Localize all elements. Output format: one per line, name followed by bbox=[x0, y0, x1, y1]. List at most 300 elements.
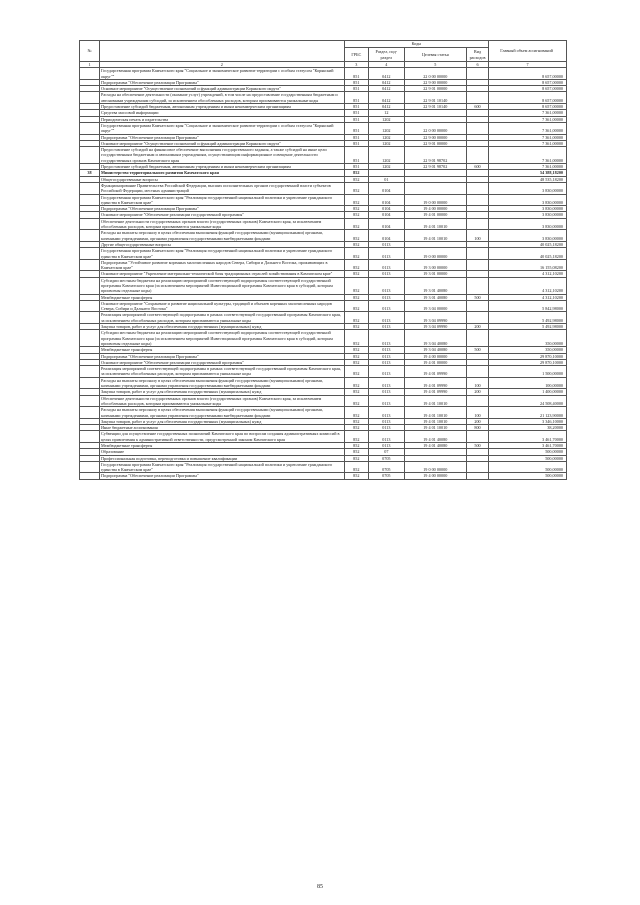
cell-cs bbox=[404, 182, 466, 194]
cell-num bbox=[80, 68, 100, 80]
cell-cs: 22 9 01 10140 bbox=[404, 104, 466, 110]
cell-grbs: 852 bbox=[344, 194, 368, 206]
cell-cs: 22 9 01 00000 bbox=[404, 140, 466, 146]
cell-rz: 0104 bbox=[369, 218, 405, 230]
table-row bbox=[80, 230, 567, 242]
cell-sum: 8 657,00000 bbox=[489, 68, 567, 80]
cell-rz: 1202 bbox=[369, 116, 405, 122]
cell-vr: 200 bbox=[466, 418, 488, 424]
table-row bbox=[80, 473, 567, 479]
cell-name: Общегосударственные вопросы bbox=[100, 176, 345, 182]
cell-rz: 0113 bbox=[369, 395, 405, 407]
cell-name: Подпрограмма "Обеспечение реализации Программы" bbox=[100, 206, 345, 212]
cell-vr bbox=[466, 473, 488, 479]
cell-grbs: 852 bbox=[344, 359, 368, 365]
cell-name: Профессиональная подготовка, переподготовка и повышение квалификации bbox=[100, 455, 345, 461]
cell-grbs: 852 bbox=[344, 395, 368, 407]
cell-sum: 29 870,10000 bbox=[489, 359, 567, 365]
cell-num bbox=[80, 230, 100, 242]
cell-name: Основное мероприятие "Осуществление полномочий и функций администрации Корякского округа" bbox=[100, 86, 345, 92]
cell-rz: 0113 bbox=[369, 359, 405, 365]
cell-rz: 0113 bbox=[369, 248, 405, 260]
cell-cs: 19 4 01 10010 bbox=[404, 230, 466, 242]
cell-grbs: 851 bbox=[344, 68, 368, 80]
cell-vr: 800 bbox=[466, 425, 488, 431]
cell-sum: 7 361,00000 bbox=[489, 122, 567, 134]
cell-name: Закупка товаров, работ и услуг для обеспечения государственных (муниципальных) нужд bbox=[100, 418, 345, 424]
table-body bbox=[80, 68, 567, 479]
cell-num bbox=[80, 366, 100, 378]
cell-rz: 0113 bbox=[369, 324, 405, 330]
table-row bbox=[80, 330, 567, 347]
cell-sum: 500,00000 bbox=[489, 461, 567, 473]
cell-rz: 07 bbox=[369, 449, 405, 455]
cell-rz: 1202 bbox=[369, 147, 405, 164]
cell-name: Расходы на обеспечение деятельности (оказание услуг) учреждений, в том числе на предоставление государственным бюджетным и автономным учреждениям субсидий, за исключением обособленных расходов, которым присваиваются уникальные коды bbox=[100, 92, 345, 104]
cell-sum: 40 025,18200 bbox=[489, 248, 567, 260]
cell-name: Реализация мероприятий соответствующей подпрограммы в рамках соответствующей государственной программы Камчатского края, за исключением обособленных расходов, которым присваиваются уникальные коды bbox=[100, 366, 345, 378]
cell-sum: 3 830,00000 bbox=[489, 206, 567, 212]
cell-sum: 54 388,18200 bbox=[489, 170, 567, 176]
cell-sum: 3 461,70000 bbox=[489, 431, 567, 443]
cell-grbs: 852 bbox=[344, 347, 368, 353]
cell-grbs: 852 bbox=[344, 324, 368, 330]
cell-num bbox=[80, 395, 100, 407]
cell-cs: 19 0 00 00000 bbox=[404, 248, 466, 260]
cell-vr bbox=[466, 277, 488, 294]
cell-sum: 5 492,98000 bbox=[489, 324, 567, 330]
header-vr: Вид расходов bbox=[466, 48, 488, 62]
header-codes: Коды bbox=[344, 41, 489, 48]
cell-sum: 7 361,00000 bbox=[489, 134, 567, 140]
index-cell: 5 bbox=[404, 62, 466, 68]
cell-rz: 0113 bbox=[369, 259, 405, 271]
cell-grbs: 852 bbox=[344, 473, 368, 479]
cell-cs: 22 9 00 00000 bbox=[404, 79, 466, 85]
cell-num bbox=[80, 147, 100, 164]
cell-rz: 1202 bbox=[369, 122, 405, 134]
cell-num bbox=[80, 92, 100, 104]
cell-rz: 1202 bbox=[369, 164, 405, 170]
cell-num bbox=[80, 122, 100, 134]
cell-rz: 0705 bbox=[369, 473, 405, 479]
table-row bbox=[80, 300, 567, 312]
cell-vr: 100 bbox=[466, 407, 488, 419]
cell-num bbox=[80, 259, 100, 271]
cell-grbs: 852 bbox=[344, 206, 368, 212]
cell-name: Расходы на выплаты персоналу в целях обеспечения выполнения функций государственными (муниципальными) органами, казенными учреждениями, органами управления государственными внебюджетными фондами bbox=[100, 407, 345, 419]
cell-rz: 0113 bbox=[369, 271, 405, 277]
cell-rz: 0113 bbox=[369, 294, 405, 300]
cell-vr: 600 bbox=[466, 104, 488, 110]
cell-vr bbox=[466, 431, 488, 443]
cell-grbs: 852 bbox=[344, 418, 368, 424]
cell-grbs: 852 bbox=[344, 300, 368, 312]
cell-num bbox=[80, 377, 100, 389]
cell-vr bbox=[466, 147, 488, 164]
table-row bbox=[80, 461, 567, 473]
cell-num bbox=[80, 277, 100, 294]
cell-grbs: 851 bbox=[344, 140, 368, 146]
cell-vr bbox=[466, 182, 488, 194]
cell-name: Министерство территориального развития Камчатского края bbox=[100, 170, 345, 176]
cell-sum: 16 155,08200 bbox=[489, 259, 567, 271]
cell-cs: 19 4 01 09990 bbox=[404, 389, 466, 395]
table-row bbox=[80, 122, 567, 134]
index-cell: 3 bbox=[344, 62, 368, 68]
cell-rz: 0113 bbox=[369, 418, 405, 424]
cell-grbs: 852 bbox=[344, 230, 368, 242]
cell-grbs: 851 bbox=[344, 110, 368, 116]
cell-name: Государственная программа Камчатского края "Социальное и экономическое развитие территории с особым статусом "Корякский округ"" bbox=[100, 122, 345, 134]
cell-sum: 24 508,40000 bbox=[489, 395, 567, 407]
cell-cs: 19 3 01 40080 bbox=[404, 277, 466, 294]
cell-rz: 0104 bbox=[369, 230, 405, 242]
cell-rz: 1202 bbox=[369, 134, 405, 140]
cell-cs: 19 4 01 10010 bbox=[404, 395, 466, 407]
cell-sum: 3 461,70000 bbox=[489, 443, 567, 449]
cell-grbs: 851 bbox=[344, 134, 368, 140]
cell-rz: 0113 bbox=[369, 353, 405, 359]
cell-sum: 5 842,98000 bbox=[489, 300, 567, 312]
cell-name: Подпрограмма "Обеспечение реализации Программы" bbox=[100, 473, 345, 479]
cell-sum: 350,00000 bbox=[489, 347, 567, 353]
cell-name: Основное мероприятие "Обеспечение реализации государственной программы" bbox=[100, 212, 345, 218]
cell-cs: 19 3 00 00000 bbox=[404, 259, 466, 271]
cell-vr: 500 bbox=[466, 347, 488, 353]
cell-num bbox=[80, 330, 100, 347]
cell-name: Предоставление субсидий бюджетным, автономным учреждениям и иным некоммерческим организациям bbox=[100, 164, 345, 170]
cell-rz: 1202 bbox=[369, 140, 405, 146]
cell-num: 38 bbox=[80, 170, 100, 176]
cell-rz: 0104 bbox=[369, 212, 405, 218]
cell-grbs: 851 bbox=[344, 164, 368, 170]
cell-grbs: 852 bbox=[344, 455, 368, 461]
cell-vr bbox=[466, 461, 488, 473]
cell-cs: 22 0 00 00000 bbox=[404, 68, 466, 80]
index-cell: 1 bbox=[80, 62, 100, 68]
cell-grbs: 852 bbox=[344, 182, 368, 194]
cell-sum: 8 657,00000 bbox=[489, 79, 567, 85]
table-row bbox=[80, 395, 567, 407]
cell-vr bbox=[466, 218, 488, 230]
cell-vr bbox=[466, 68, 488, 80]
header-num: № bbox=[80, 41, 100, 62]
cell-rz: 0705 bbox=[369, 455, 405, 461]
cell-name: Средства массовой информации bbox=[100, 110, 345, 116]
cell-cs: 22 9 01 10140 bbox=[404, 92, 466, 104]
cell-num bbox=[80, 182, 100, 194]
cell-cs: 22 9 01 00000 bbox=[404, 86, 466, 92]
cell-name: Обеспечение деятельности государственных органов власти (государственных органов) Камчатского края, за исключением обособленных расходов, которым присваиваются уникальные коды bbox=[100, 218, 345, 230]
cell-grbs: 851 bbox=[344, 86, 368, 92]
cell-grbs: 852 bbox=[344, 389, 368, 395]
header-grbs: ГРБС bbox=[344, 48, 368, 62]
cell-sum: 4 312,10200 bbox=[489, 294, 567, 300]
cell-cs: 19 0 00 00000 bbox=[404, 194, 466, 206]
table-row bbox=[80, 407, 567, 419]
table-row bbox=[80, 147, 567, 164]
cell-vr bbox=[466, 92, 488, 104]
cell-grbs: 852 bbox=[344, 218, 368, 230]
cell-grbs: 851 bbox=[344, 104, 368, 110]
cell-num bbox=[80, 312, 100, 324]
cell-grbs: 852 bbox=[344, 212, 368, 218]
cell-num bbox=[80, 473, 100, 479]
cell-cs: 19 4 00 00000 bbox=[404, 206, 466, 212]
cell-sum: 48 535,18200 bbox=[489, 176, 567, 182]
table-header bbox=[80, 41, 567, 68]
table-row bbox=[80, 194, 567, 206]
cell-sum: 3 346,10000 bbox=[489, 418, 567, 424]
cell-cs: 19 4 01 09990 bbox=[404, 377, 466, 389]
table-row bbox=[80, 182, 567, 194]
cell-num bbox=[80, 194, 100, 206]
cell-name: Субсидии местным бюджетам на реализацию мероприятий соответствующей подпрограммы соответствующей государственной программы Камчатского края (за исключением мероприятий Инвестиционной программы Камчатского края в субсидий, которым присвоены отдельные коды) bbox=[100, 277, 345, 294]
table-row bbox=[80, 312, 567, 324]
cell-sum: 500,00000 bbox=[489, 473, 567, 479]
cell-vr: 200 bbox=[466, 324, 488, 330]
cell-rz: 0113 bbox=[369, 241, 405, 247]
cell-rz: 0113 bbox=[369, 330, 405, 347]
cell-name: Подпрограмма "Обеспечение реализации Программы" bbox=[100, 79, 345, 85]
cell-grbs: 852 bbox=[344, 443, 368, 449]
cell-rz: 01 bbox=[369, 176, 405, 182]
cell-name: Предоставление субсидий бюджетным, автономным учреждениям и иным некоммерческим организациям bbox=[100, 104, 345, 110]
cell-rz: 0412 bbox=[369, 79, 405, 85]
cell-cs: 19 3 04 09990 bbox=[404, 312, 466, 324]
cell-name: Периодическая печать и издательства bbox=[100, 116, 345, 122]
cell-sum: 8 657,00000 bbox=[489, 92, 567, 104]
cell-grbs: 852 bbox=[344, 366, 368, 378]
cell-name: Подпрограмма "Устойчивое развитие коренных малочисленных народов Севера, Сибири и Дальнего Востока, проживающих в Камчатском крае" bbox=[100, 259, 345, 271]
cell-num bbox=[80, 248, 100, 260]
cell-name: Межбюджетные трансферты bbox=[100, 347, 345, 353]
cell-sum: 3 830,00000 bbox=[489, 230, 567, 242]
cell-sum: 500,00000 bbox=[489, 449, 567, 455]
cell-grbs: 852 bbox=[344, 353, 368, 359]
cell-vr: 100 bbox=[466, 377, 488, 389]
cell-cs: 19 4 01 09990 bbox=[404, 366, 466, 378]
cell-name: Закупка товаров, работ и услуг для обеспечения государственных (муниципальных) нужд bbox=[100, 324, 345, 330]
cell-name: Субвенции для осуществление государственных полномочий Камчатского края по вопросам создания административных комиссий в целях привлечения к административной ответственности, предусмотренной законом Камчатского края bbox=[100, 431, 345, 443]
cell-rz: 0113 bbox=[369, 389, 405, 395]
cell-rz: 0113 bbox=[369, 431, 405, 443]
index-cell: 7 bbox=[489, 62, 567, 68]
cell-name: Государственная программа Камчатского края "Реализация государственной национальной политики и укрепление гражданского единства в Камчатском крае" bbox=[100, 248, 345, 260]
cell-rz: 0412 bbox=[369, 104, 405, 110]
cell-cs: 19 4 01 10010 bbox=[404, 425, 466, 431]
cell-sum: 7 361,00000 bbox=[489, 164, 567, 170]
table-row bbox=[80, 277, 567, 294]
cell-num bbox=[80, 300, 100, 312]
cell-vr bbox=[466, 312, 488, 324]
cell-name: Функционирование Правительства Российской Федерации, высших исполнительных органов государственной власти субъектов Российской Федерации, местных администраций bbox=[100, 182, 345, 194]
cell-num bbox=[80, 218, 100, 230]
table-row bbox=[80, 92, 567, 104]
cell-cs: 19 4 00 00000 bbox=[404, 473, 466, 479]
budget-table bbox=[79, 40, 567, 480]
cell-cs: 19 4 01 40080 bbox=[404, 443, 466, 449]
cell-rz: 0113 bbox=[369, 347, 405, 353]
cell-vr: 600 bbox=[466, 164, 488, 170]
index-cell: 2 bbox=[100, 62, 345, 68]
cell-grbs: 852 bbox=[344, 330, 368, 347]
cell-vr bbox=[466, 248, 488, 260]
cell-rz: 0113 bbox=[369, 443, 405, 449]
cell-grbs: 852 bbox=[344, 241, 368, 247]
cell-cs: 22 0 00 00000 bbox=[404, 122, 466, 134]
cell-name: Обеспечение деятельности государственных органов власти (государственных органов) Камчатского края, за исключением обособленных расходов, которым присваиваются уникальные коды bbox=[100, 395, 345, 407]
table-row bbox=[80, 431, 567, 443]
header-razdel: Раздел, под-раздел bbox=[369, 48, 405, 62]
cell-name: Другие общегосударственные вопросы bbox=[100, 241, 345, 247]
cell-grbs: 852 bbox=[344, 277, 368, 294]
cell-sum: 8 657,00000 bbox=[489, 104, 567, 110]
cell-rz: 0412 bbox=[369, 92, 405, 104]
cell-rz: 0705 bbox=[369, 461, 405, 473]
cell-rz: 0113 bbox=[369, 277, 405, 294]
cell-grbs: 852 bbox=[344, 259, 368, 271]
cell-grbs: 852 bbox=[344, 407, 368, 419]
cell-name: Субсидии местным бюджетам на реализацию мероприятий соответствующей подпрограммы соответствующей государственной программы Камчатского края (за исключением мероприятий Инвестиционной программы Камчатского края в субсидий, которым присвоены отдельные коды) bbox=[100, 330, 345, 347]
cell-rz: 0104 bbox=[369, 194, 405, 206]
cell-vr bbox=[466, 330, 488, 347]
cell-name: Государственная программа Камчатского края "Социальное и экономическое развитие территории с особым статусом "Корякский округ"" bbox=[100, 68, 345, 80]
index-cell: 4 bbox=[369, 62, 405, 68]
cell-sum: 3 830,00000 bbox=[489, 218, 567, 230]
cell-cs: 19 3 04 40080 bbox=[404, 330, 466, 347]
cell-cs: 19 3 04 09990 bbox=[404, 324, 466, 330]
header-cs: Целевая статья bbox=[404, 48, 466, 62]
table-row bbox=[80, 259, 567, 271]
cell-cs: 19 3 04 00000 bbox=[404, 300, 466, 312]
cell-name: Государственная программа Камчатского края "Реализация государственной национальной политики и укрепление гражданского единства в Камчатском крае" bbox=[100, 461, 345, 473]
cell-name: Межбюджетные трансферты bbox=[100, 294, 345, 300]
cell-vr: 500 bbox=[466, 443, 488, 449]
cell-sum: 5 492,98000 bbox=[489, 312, 567, 324]
cell-name: Государственная программа Камчатского края "Реализация государственной национальной политики и укрепление гражданского единства в Камчатском крае" bbox=[100, 194, 345, 206]
table-row bbox=[80, 68, 567, 80]
cell-cs: 19 4 00 00000 bbox=[404, 353, 466, 359]
cell-vr: 100 bbox=[466, 230, 488, 242]
cell-sum: 38,20000 bbox=[489, 425, 567, 431]
cell-vr bbox=[466, 194, 488, 206]
cell-sum: 7 361,00000 bbox=[489, 110, 567, 116]
cell-sum: 4 312,10200 bbox=[489, 277, 567, 294]
cell-vr bbox=[466, 300, 488, 312]
table-row bbox=[80, 377, 567, 389]
cell-name: Предоставление субсидий на финансовое обеспечение выполнения государственного задания, а также субсидий на иные цели государственным бюджетным и автономным учреждениям, осуществляющим информационное освещение деятельности государственных органов Камчатского края bbox=[100, 147, 345, 164]
cell-grbs: 852 bbox=[344, 377, 368, 389]
cell-vr: 500 bbox=[466, 294, 488, 300]
cell-num bbox=[80, 407, 100, 419]
cell-cs: 19 0 00 00000 bbox=[404, 461, 466, 473]
cell-sum: 3 830,00000 bbox=[489, 212, 567, 218]
cell-vr bbox=[466, 259, 488, 271]
page-number: 85 bbox=[317, 884, 323, 890]
cell-rz: 0412 bbox=[369, 68, 405, 80]
cell-cs: 19 3 01 00000 bbox=[404, 271, 466, 277]
cell-grbs: 852 bbox=[344, 312, 368, 324]
cell-name: Реализация мероприятий соответствующей подпрограммы в рамках соответствующей государственной программы Камчатского края, за исключением обособленных расходов, которым присваиваются уникальные коды bbox=[100, 312, 345, 324]
cell-sum: 7 361,00000 bbox=[489, 147, 567, 164]
cell-name: Основное мероприятие "Сохранение и развитие национальной культуры, традиций и обычаев коренных малочисленных народов Севера, Сибири и Дальнего Востока" bbox=[100, 300, 345, 312]
cell-sum: 1 500,00000 bbox=[489, 366, 567, 378]
cell-grbs: 851 bbox=[344, 79, 368, 85]
cell-name: Основное мероприятие "Укрепление материально-технической базы традиционных отраслей хозяйствования в Камчатском крае" bbox=[100, 271, 345, 277]
cell-cs: 19 4 01 10010 bbox=[404, 418, 466, 424]
index-cell: 6 bbox=[466, 62, 488, 68]
cell-grbs: 851 bbox=[344, 116, 368, 122]
cell-name: Расходы на выплаты персоналу в целях обеспечения выполнения функций государственными (муниципальными) органами, казенными учреждениями, органами управления государственными внебюджетными фондами bbox=[100, 230, 345, 242]
cell-cs: 22 9 00 00000 bbox=[404, 134, 466, 140]
cell-name: Подпрограмма "Обеспечение реализации Программы" bbox=[100, 134, 345, 140]
cell-vr bbox=[466, 395, 488, 407]
cell-sum: 4 312,10200 bbox=[489, 271, 567, 277]
cell-grbs: 852 bbox=[344, 461, 368, 473]
cell-grbs: 852 bbox=[344, 431, 368, 443]
cell-sum: 29 870,10000 bbox=[489, 353, 567, 359]
cell-grbs: 852 bbox=[344, 294, 368, 300]
cell-name: Основное мероприятие "Осуществление полномочий и функций администрации Корякского округа" bbox=[100, 140, 345, 146]
cell-cs: 19 4 01 00000 bbox=[404, 359, 466, 365]
cell-name: Расходы на выплаты персоналу в целях обеспечения выполнения функций государственными (муниципальными) органами, казенными учреждениями, органами управления государственными внебюджетными фондами bbox=[100, 377, 345, 389]
cell-sum: 3 830,00000 bbox=[489, 182, 567, 194]
cell-rz: 0104 bbox=[369, 206, 405, 212]
cell-rz: 0113 bbox=[369, 366, 405, 378]
cell-grbs: 852 bbox=[344, 176, 368, 182]
cell-name: Основное мероприятие "Обеспечение реализации государственной программы" bbox=[100, 359, 345, 365]
cell-sum: 100,00000 bbox=[489, 377, 567, 389]
cell-grbs: 851 bbox=[344, 122, 368, 134]
cell-sum: 3 830,00000 bbox=[489, 194, 567, 206]
table-row bbox=[80, 366, 567, 378]
cell-num bbox=[80, 461, 100, 473]
cell-grbs: 851 bbox=[344, 147, 368, 164]
cell-rz: 12 bbox=[369, 110, 405, 116]
table-row bbox=[80, 248, 567, 260]
cell-grbs: 852 bbox=[344, 170, 368, 176]
cell-grbs: 852 bbox=[344, 248, 368, 260]
cell-cs: 19 4 01 40080 bbox=[404, 431, 466, 443]
cell-grbs: 852 bbox=[344, 425, 368, 431]
cell-sum: 500,00000 bbox=[489, 455, 567, 461]
cell-sum: 21 123,90000 bbox=[489, 407, 567, 419]
header-total: Главный объем ассигнований bbox=[489, 41, 567, 62]
cell-rz: 0113 bbox=[369, 407, 405, 419]
cell-sum: 7 361,00000 bbox=[489, 140, 567, 146]
cell-cs: 22 9 01 98702 bbox=[404, 164, 466, 170]
cell-rz: 0412 bbox=[369, 86, 405, 92]
cell-name: Закупка товаров, работ и услуг для обеспечения государственных (муниципальных) нужд bbox=[100, 389, 345, 395]
cell-grbs: 852 bbox=[344, 271, 368, 277]
cell-rz: 0113 bbox=[369, 377, 405, 389]
cell-vr: 200 bbox=[466, 389, 488, 395]
cell-name: Подпрограмма "Обеспечение реализации Программы" bbox=[100, 353, 345, 359]
cell-rz: 0104 bbox=[369, 182, 405, 194]
cell-rz: 0113 bbox=[369, 425, 405, 431]
cell-rz: 0113 bbox=[369, 300, 405, 312]
cell-vr bbox=[466, 122, 488, 134]
cell-cs: 22 9 01 98702 bbox=[404, 147, 466, 164]
cell-vr bbox=[466, 366, 488, 378]
cell-sum: 40 025,18200 bbox=[489, 241, 567, 247]
cell-cs: 19 4 01 00000 bbox=[404, 212, 466, 218]
cell-sum: 7 361,00000 bbox=[489, 116, 567, 122]
cell-name: Иные бюджетные ассигнования bbox=[100, 425, 345, 431]
cell-name: Образование bbox=[100, 449, 345, 455]
